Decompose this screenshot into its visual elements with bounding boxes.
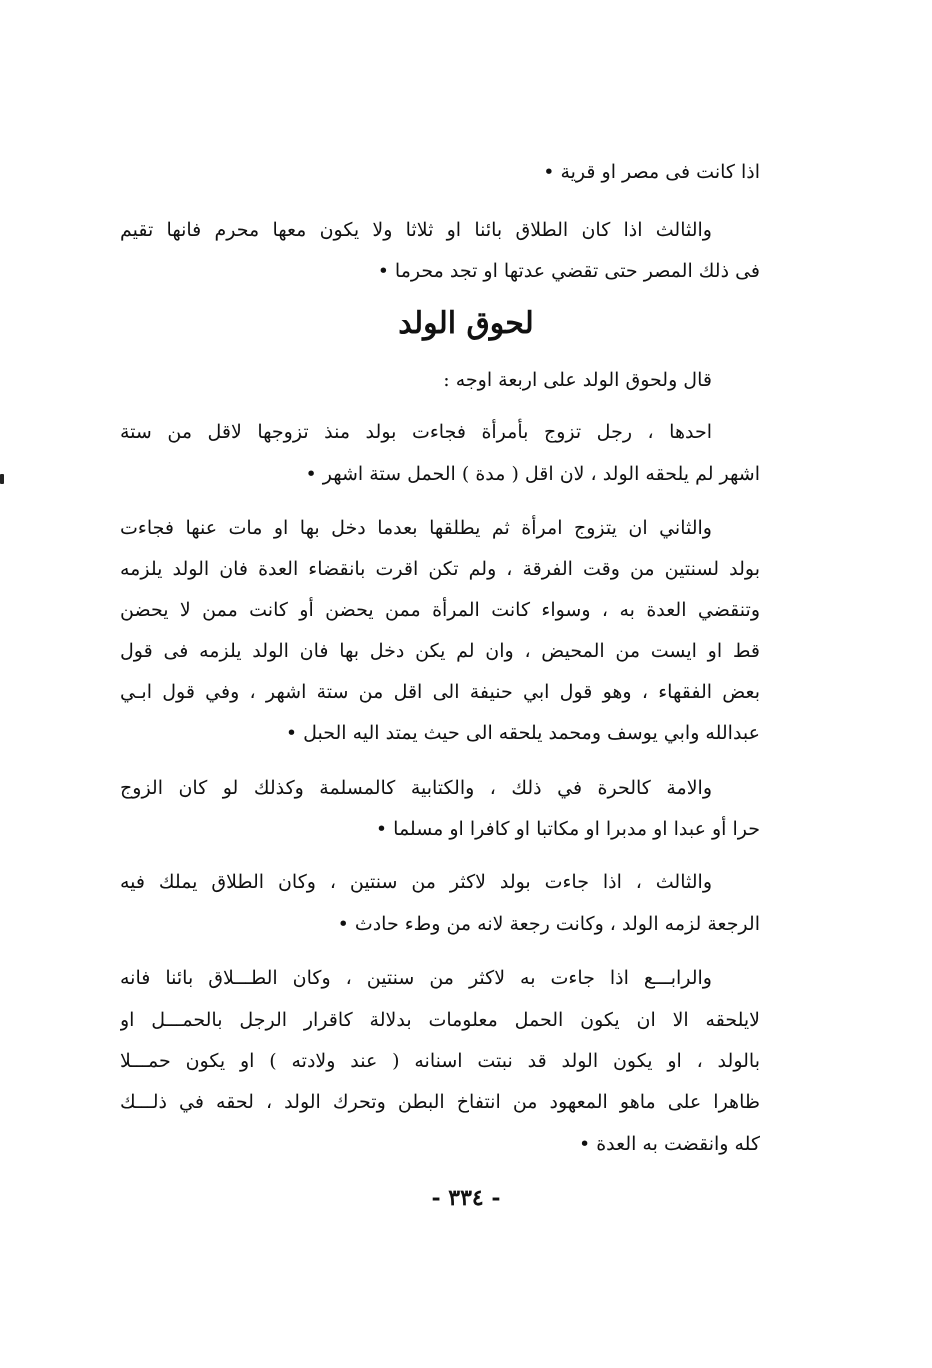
text-line: والامة كالحرة في ذلك ، والكتابية كالمسلمة وكذلك لو كان الزوج	[120, 777, 712, 799]
margin-mark	[0, 474, 4, 484]
page-number: - ٣٣٤ -	[431, 1185, 501, 1211]
text-line: بولد لسنتين من وقت الفرقة ، ولم تكن اقرت بانقضاء العدة فان الولد يلزمه	[120, 558, 760, 580]
text-line: اذا كانت فى مصر او قرية •	[543, 161, 760, 183]
text-line: اشهر لم يلحقه الولد ، لان اقل ( مدة ) الحمل ستة اشهر •	[305, 463, 760, 485]
text-line: احدها ، رجل تزوج بأمرأة فجاءت بولد منذ تزوجها لاقل من ستة	[120, 421, 712, 443]
text-line: والثالث اذا كان الطلاق بائنا او ثلاثا ولا يكون معها محرم فانها تقيم	[120, 219, 712, 241]
text-line: بعض الفقهاء ، وهو قول ابي حنيفة الى اقل من ستة اشهر ، وفي قول ابـي	[120, 681, 760, 703]
text-line: لايلحقه الا ان يكون الحمل معلومات بدلالة كاقرار الرجل بالحمـــل او	[120, 1009, 760, 1031]
text-line: والثالث ، اذا جاءت بولد لاكثر من سنتين ، وكان الطلاق يملك فيه	[120, 871, 712, 893]
text-line: عبدالله وابي يوسف ومحمد يلحقه الى حيث يمتد اليه الحبل •	[285, 722, 760, 744]
text-line: بالولد ، او يكون الولد قد نبتت اسنانه ( عند ولادته ) او يكون حمـــلا	[120, 1050, 760, 1072]
text-line: وتنقضي العدة به ، وسواء كانت المرأة ممن يحضن أو كانت ممن لا يحضن	[120, 599, 760, 621]
text-line: والرابـــع اذا جاءت به لاكثر من سنتين ، وكان الطـــلاق بائنا فانه	[120, 967, 712, 989]
section-heading: لحوق الولد	[398, 306, 534, 341]
text-line: قال ولحوق الولد على اربعة اوجه :	[443, 369, 712, 391]
text-line: والثاني ان يتزوج امرأة ثم يطلقها بعدما دخل بها او مات عنها فجاءت	[120, 517, 712, 539]
text-line: قط او ايست من المحيض ، وان لم يكن دخل بها فان الولد يلزمه فى قول	[120, 640, 760, 662]
text-line: ظاهرا على ماهو المعهود من انتفاخ البطن وتحرك الولد ، لحقه في ذلـــك	[120, 1091, 760, 1113]
text-line: الرجعة لزمه الولد ، وكانت رجعة لانه من وطء حادث •	[337, 913, 760, 935]
text-line: كله وانقضت به العدة •	[578, 1133, 760, 1155]
text-line: حرا أو عبدا او مدبرا او مكاتبا او كافرا او مسلما •	[375, 818, 760, 840]
text-line: فى ذلك المصر حتى تقضي عدتها او تجد محرما •	[377, 260, 760, 282]
